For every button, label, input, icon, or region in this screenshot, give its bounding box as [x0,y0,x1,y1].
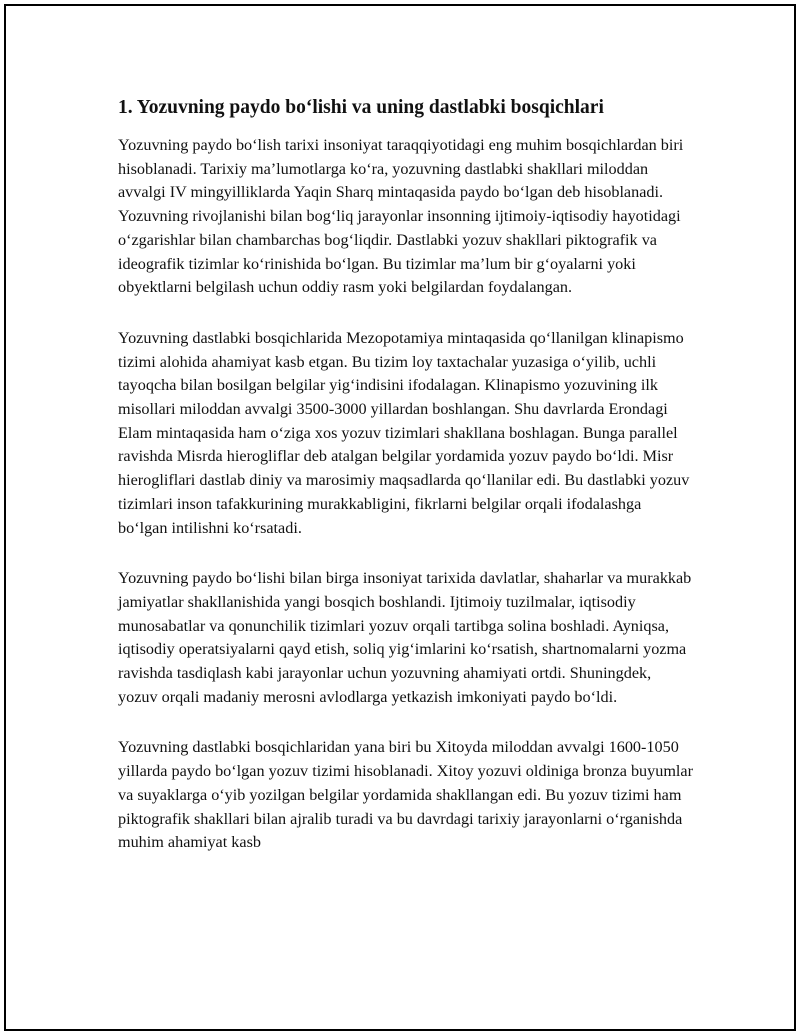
paragraph-4: Yozuvning dastlabki bosqichlaridan yana biri bu Xitoyda miloddan avvalgi 1600-1050 yillarda paydo bo‘lgan yozuv tizimi hisoblanadi. Xitoy yozuvi oldiniga bronza buyumlar va suyaklarga o‘yib yozilgan belgilar yordamida shakllangan edi. Bu yozuv tizimi ham piktografik shakllari bilan ajralib turadi va bu davrdagi tarixiy jarayonlarni o‘rganishda muhim ahamiyat kasb [118,738,693,852]
paragraph-1: Yozuvning paydo bo‘lish tarixi insoniyat taraqqiyotidagi eng muhim bosqichlardan biri hisoblanadi. Tarixiy ma’lumotlarga ko‘ra, yozuvning dastlabki shakllari miloddan avvalgi IV mingyilliklarda Yaqin Sharq mintaqasida paydo bo‘lgan deb hisoblanadi. Yozuvning rivojlanishi bilan bog‘liq jarayonlar insonning ijtimoiy-iqtisodiy hayotidagi o‘zgarishlar bilan chambarchas bog‘liqdir. Dastlabki yozuv shakllari piktografik va ideografik tizimlar ko‘rinishida bo‘lgan. Bu tizimlar ma’lum bir g‘oyalarni yoki obyektlarni belgilash uchun oddiy rasm yoki belgilardan foydalangan. [118,136,684,297]
paragraph-2: Yozuvning dastlabki bosqichlarida Mezopotamiya mintaqasida qo‘llanilgan klinapismo tizimi alohida ahamiyat kasb etgan. Bu tizim loy taxtachalar yuzasiga o‘yilib, uchli tayoqcha bilan bosilgan belgilar yig‘indisini ifodalagan. Klinapismo yozuvining ilk misollari miloddan avvalgi 3500-3000 yillardan boshlangan. Shu davrlarda Erondagi Elam mintaqasida ham o‘ziga xos yozuv tizimlari shakllana boshlagan. Bunga parallel ravishda Misrda hierogliflar deb atalgan belgilar yordamida yozuv paydo bo‘ldi. Misr hierogliflari dastlab diniy va marosimiy maqsadlarda qo‘llanilar edi. Bu dastlabki yozuv tizimlari inson tafakkurining murakkabligini, fikrlarni belgilar orqali ifodalashga bo‘lgan intilishni ko‘rsatadi. [118,328,690,537]
document-body [118,94,693,882]
paragraph-3: Yozuvning paydo bo‘lishi bilan birga insoniyat tarixida davlatlar, shaharlar va murakkab jamiyatlar shakllanishida yangi bosqich boshlandi. Ijtimoiy tuzilmalar, iqtisodiy munosabatlar va qonunchilik tizimlari yozuv orqali tartibga solina boshladi. Ayniqsa, iqtisodiy operatsiyalarni qayd etish, soliq yig‘imlarini ko‘rsatish, shartnomalarni yozma ravishda tasdiqlash kabi jarayonlar uchun yozuvning ahamiyati ortdi. Shuningdek, yozuv orqali madaniy merosni avlodlarga yetkazish imkoniyati paydo bo‘ldi. [118,569,692,706]
section-heading: 1. Yozuvning paydo bo‘lishi va uning dastlabki bosqichlari [118,97,604,118]
